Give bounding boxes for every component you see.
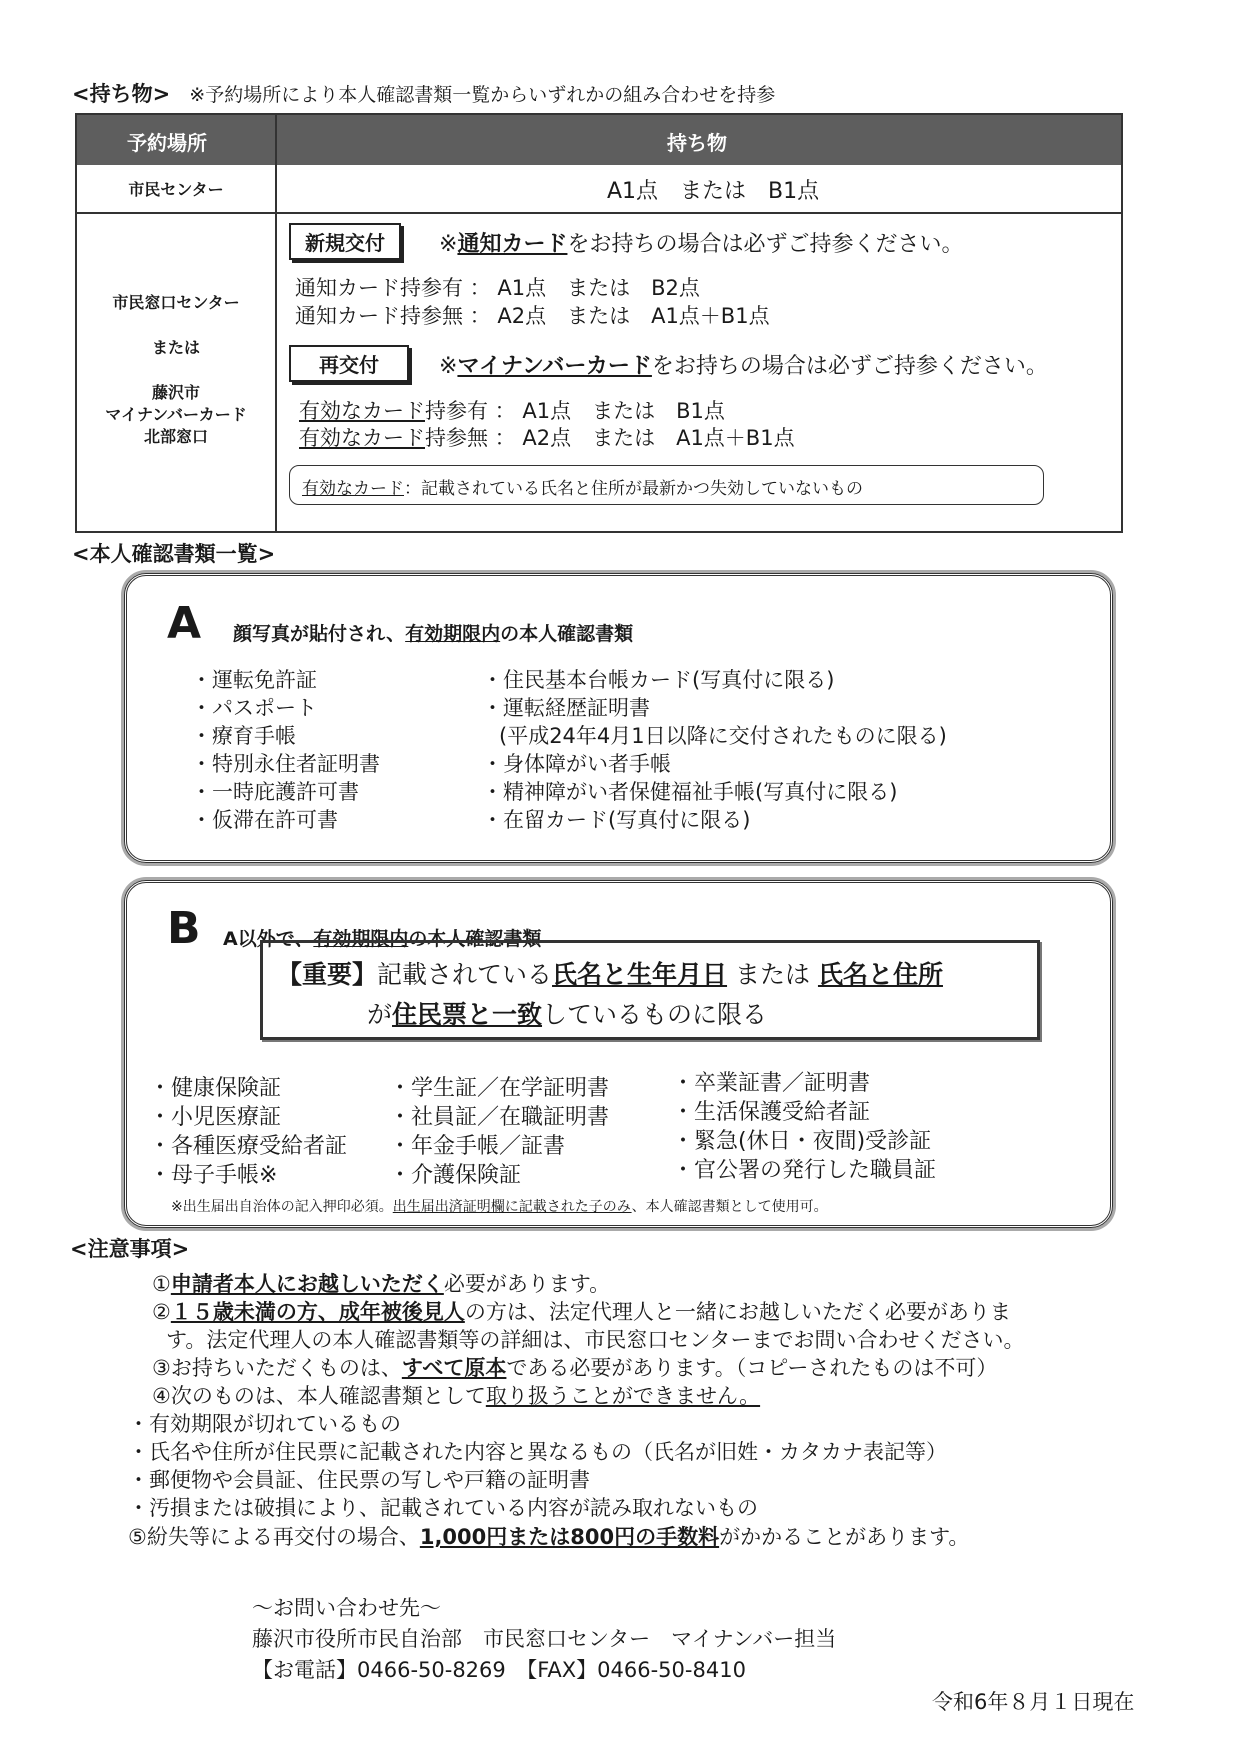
- b-col1-0: ・健康保険証: [149, 1076, 282, 1101]
- header-items: 持ち物: [667, 131, 727, 155]
- b-title-1: A以外で、: [223, 928, 314, 950]
- mochimono-title: <持ち物>: [72, 82, 171, 106]
- note-1: [152, 1268, 610, 1298]
- note-2-line-2: す。法定代理人の本人確認書類等の詳細は、市民窓口センターまでお問い合わせください。: [166, 1328, 1025, 1352]
- contact-phone: 【お電話】0466-50-8269 【FAX】0466-50-8410: [252, 1658, 746, 1682]
- reissue-note: [439, 349, 1048, 380]
- re-line-1: [299, 395, 725, 425]
- new-line-1: 通知カード持参有 ： A1点 または B2点: [295, 276, 700, 300]
- new-note-underline: 通知カード: [457, 232, 568, 257]
- n2-pre: ②: [152, 1300, 171, 1324]
- note-5: [128, 1521, 969, 1551]
- reissue-tag: 再交付: [289, 345, 409, 382]
- a-left-2: ・療育手帳: [191, 724, 296, 748]
- a-right-0: ・住民基本台帳カード(写真付に限る): [482, 668, 835, 692]
- note-4-item-2: ・郵便物や会員証、住民票の写しや戸籍の証明書: [128, 1468, 590, 1492]
- a-left-4: ・一時庇護許可書: [191, 780, 359, 804]
- b-col2-3: ・介護保険証: [389, 1163, 522, 1188]
- a-right-4: ・精神障がい者保健福祉手帳(写真付に限る): [482, 780, 898, 804]
- n5-pre: ⑤紛失等による再交付の場合、: [128, 1525, 420, 1549]
- imp-4: しているものに限る: [542, 1000, 768, 1029]
- row2-location-5: 北部窓口: [143, 427, 208, 446]
- b-col2-2: ・年金手帳／証書: [389, 1134, 566, 1159]
- re-note-prefix: ※: [439, 354, 458, 379]
- imp-u2: 氏名と住所: [817, 960, 943, 989]
- imp-2: または: [727, 960, 818, 989]
- new-note-prefix: ※: [439, 232, 458, 257]
- n1-post: 必要があります。: [443, 1272, 611, 1296]
- b-col1-2: ・各種医療受給者証: [149, 1134, 348, 1159]
- important-label: 【重要】: [277, 960, 378, 989]
- a-right-1: ・運転経歴証明書: [482, 696, 650, 720]
- a-left-1: ・パスポート: [191, 696, 317, 720]
- re-note-underline: マイナンバーカード: [457, 354, 652, 379]
- n4-underline: 取り扱うことができません。: [485, 1384, 761, 1408]
- row2-location-3: 藤沢市: [151, 383, 200, 402]
- n3-pre: ③お持ちいただくものは、: [152, 1356, 402, 1380]
- important-line-2: [367, 995, 767, 1031]
- n5-post: がかかることがあります。: [719, 1525, 970, 1549]
- a-right-2: (平成24年4月1日以降に交付されたものに限る): [499, 724, 947, 748]
- b-footnote-underline: 出生届出済証明欄に記載された子のみ: [392, 1199, 632, 1215]
- n1-pre: ①: [152, 1272, 171, 1296]
- box-a: [124, 573, 1113, 863]
- mochimono-note: ※予約場所により本人確認書類一覧からいずれかの組み合わせを持参: [189, 84, 776, 106]
- row1-location: 市民センター: [128, 180, 224, 199]
- re-note-suffix: をお持ちの場合は必ずご持参ください。: [651, 354, 1048, 379]
- b-col3-0: ・卒業証書／証明書: [672, 1071, 871, 1096]
- new-issue-note: [439, 227, 963, 258]
- valid-card-definition: [289, 465, 1044, 505]
- new-issue-tag: 新規交付: [289, 223, 401, 260]
- id-list-title: <本人確認書類一覧>: [72, 542, 276, 566]
- re-line2-underline: 有効なカード: [299, 426, 425, 450]
- a-left-0: ・運転免許証: [191, 668, 317, 692]
- b-col2-0: ・学生証／在学証明書: [389, 1076, 610, 1101]
- a-title: [233, 619, 633, 646]
- b-footnote: [171, 1196, 828, 1216]
- def-underline: 有効なカード: [302, 479, 404, 499]
- row2-location-2: または: [151, 338, 200, 357]
- re-line2-rest: 持参無 ： A2点 または A1点＋B1点: [425, 426, 795, 450]
- n3-underline: すべて原本: [401, 1356, 507, 1380]
- def-rest: ：記載されている氏名と住所が最新かつ失効していないもの: [404, 479, 863, 499]
- a-letter: A: [167, 598, 202, 649]
- new-line-2: 通知カード持参無 ： A2点 または A1点＋B1点: [295, 304, 770, 328]
- re-line1-rest: 持参有 ： A1点 または B1点: [425, 399, 725, 423]
- re-line1-underline: 有効なカード: [299, 399, 425, 423]
- re-line-2: [299, 422, 795, 452]
- n2-underline: １５歳未満の方、成年被後見人: [170, 1300, 465, 1324]
- row2-location-1: 市民窓口センター: [112, 293, 240, 312]
- table-divider-horizontal: [77, 212, 1121, 214]
- note-4-item-1: ・氏名や住所が住民票に記載された内容と異なるもの（氏名が旧姓・カタカナ表記等）: [128, 1440, 947, 1464]
- b-col3-3: ・官公署の発行した職員証: [672, 1158, 937, 1183]
- row2-location-4: マイナンバーカード: [105, 405, 247, 424]
- contact-dept: 藤沢市役所市民自治部 市民窓口センター マイナンバー担当: [252, 1627, 837, 1651]
- mochimono-heading: [72, 78, 775, 108]
- n3-post: である必要があります。（コピーされたものは不可）: [506, 1356, 998, 1380]
- a-left-3: ・特別永住者証明書: [191, 752, 380, 776]
- imp-u3: 住民票と一致: [392, 1000, 543, 1029]
- mochimono-table: [75, 113, 1123, 533]
- a-title-1: 顔写真が貼付され、: [233, 623, 406, 645]
- b-letter: B: [167, 903, 201, 954]
- note-4-item-3: ・汚損または破損により、記載されている内容が読み取れないもの: [128, 1496, 758, 1520]
- note-4-item-0: ・有効期限が切れているもの: [128, 1412, 401, 1436]
- n1-underline: 申請者本人にお越しいただく: [170, 1272, 444, 1296]
- notes-title: <注意事項>: [70, 1237, 190, 1261]
- a-right-5: ・在留カード(写真付に限る): [482, 808, 751, 832]
- b-footnote-2: 、本人確認書類として使用可。: [631, 1199, 828, 1215]
- contact-date: 令和6年８月１日現在: [932, 1690, 1135, 1714]
- box-b: [124, 880, 1113, 1228]
- row1-items: A1点 または B1点: [607, 179, 820, 204]
- header-location: 予約場所: [127, 131, 207, 155]
- imp-1: 記載されている: [377, 960, 553, 989]
- contact-heading: ～お問い合わせ先～: [252, 1596, 441, 1620]
- a-title-2: の本人確認書類: [500, 623, 634, 645]
- imp-3: が: [367, 1000, 393, 1029]
- b-title-underline: 有効期限内: [313, 928, 409, 950]
- table-divider-vertical: [275, 115, 277, 531]
- a-right-3: ・身体障がい者手帳: [482, 752, 671, 776]
- note-2: [152, 1296, 1011, 1326]
- b-col1-3: ・母子手帳※: [149, 1163, 278, 1188]
- n5-underline: 1,000円または800円の手数料: [419, 1525, 720, 1549]
- new-note-suffix: をお持ちの場合は必ずご持参ください。: [567, 232, 964, 257]
- b-col3-1: ・生活保護受給者証: [672, 1100, 871, 1125]
- imp-u1: 氏名と生年月日: [552, 960, 728, 989]
- a-title-underline: 有効期限内: [405, 623, 501, 645]
- b-col3-2: ・緊急(休日・夜間)受診証: [672, 1129, 932, 1154]
- b-title-2: の本人確認書類: [408, 928, 542, 950]
- a-left-5: ・仮滞在許可書: [191, 808, 338, 832]
- n4-pre: ④次のものは、本人確認書類として: [152, 1384, 486, 1408]
- important-box: [260, 940, 1040, 1040]
- table-header: [77, 115, 1121, 165]
- b-col1-1: ・小児医療証: [149, 1105, 282, 1130]
- n2-post: の方は、法定代理人と一緒にお越しいただく必要がありま: [464, 1300, 1011, 1324]
- b-col2-1: ・社員証／在職証明書: [389, 1105, 610, 1130]
- b-footnote-1: ※出生届出自治体の記入押印必須。: [171, 1199, 393, 1215]
- note-4: [152, 1380, 760, 1410]
- note-3: [152, 1352, 997, 1382]
- important-line-1: [277, 955, 943, 991]
